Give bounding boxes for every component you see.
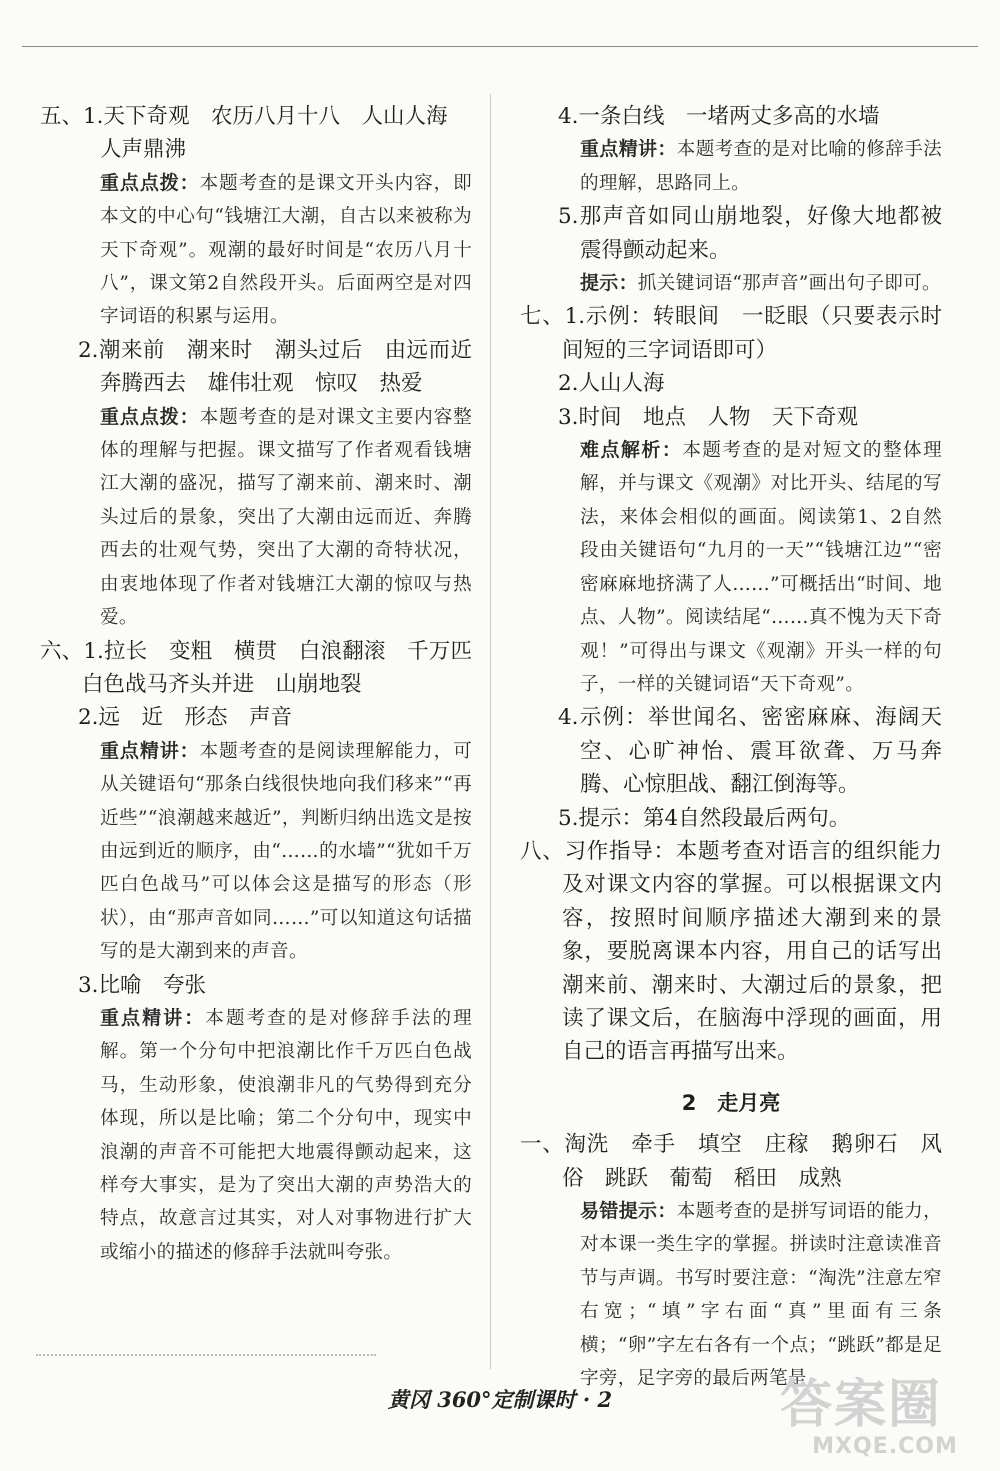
paragraph-text: 3.时间 地点 人物 天下奇观 [558, 404, 859, 430]
note-label: 重点点拨： [100, 405, 200, 428]
faded-line [36, 1354, 376, 1356]
paragraph-text: 2.远 近 形态 声音 [78, 705, 293, 731]
paragraph-text: 抓关键词语“那声音”画出句子即可。 [637, 273, 941, 295]
paragraph-text: 5.那声音如同山崩地裂，好像大地都被震得颤动起来。 [558, 204, 942, 263]
note-label: 易错提示： [580, 1200, 677, 1222]
paragraph-text: 本题考查的是课文开头内容，即本文的中心句“钱塘江大潮，自古以来被称为天下奇观”。观潮的最好时间是“农历八月十八”，课文第2自然段开头。后面两空是对四字词语的积累与运用。 [100, 172, 472, 328]
paragraph-text: 本题考查的是对比喻的修辞手法的理解，思路同上。 [580, 139, 942, 194]
paragraph-text: 4.示例：举世闻名、密密麻麻、海阔天空、心旷神怡、震耳欲聋、万马奔腾、心惊胆战、翻江倒海等。 [558, 705, 942, 798]
left-paragraph [40, 1002, 472, 1269]
left-column [40, 100, 494, 1269]
left-paragraph [40, 969, 472, 1002]
paragraph-text: 本题考查的是阅读理解能力，可从关键语句“那条白线很快地向我们移来”“再近些”“浪潮越来越近”，判断归纳出选文是按由远到近的顺序，由“……的水墙”“犹如千万匹白色战马”可以体会这是描写的形态（形状），由“那声音如同……”可以知道这句话描写的是大潮到来的声音。 [100, 740, 472, 963]
left-paragraph [40, 401, 472, 635]
paragraph-text: 六、1.拉长 变粗 横贯 白浪翻滚 千万匹白色战马齐头并进 山崩地裂 [40, 638, 472, 697]
paragraph-text: 2.潮来前 潮来时 潮头过后 由远而近 奔腾西去 雄伟壮观 惊叹 热爱 [78, 337, 494, 397]
left-paragraph [40, 167, 472, 334]
paragraph-text: 七、1.示例：转眼间 一眨眼（只要表示时间短的三字词语即可） [520, 304, 942, 363]
right-column [520, 100, 942, 1395]
right-paragraph [520, 100, 942, 133]
note-label: 重点精讲： [100, 739, 200, 762]
left-paragraph [40, 735, 472, 969]
right-paragraph [520, 401, 942, 434]
right-paragraph [520, 1195, 942, 1395]
paragraph-text: 本题考查的是对修辞手法的理解。第一个分句中把浪潮比作千万匹白色战马，生动形象，使浪潮非凡的气势得到充分体现，所以是比喻；第二个分句中，现实中浪潮的声音不可能把大地震得颤动起来，这样夸大事实，是为了突出大潮的声势浩大的特点，故意言过其实，对人对事物进行扩大或缩小的描述的修辞手法就叫夸张。 [100, 1007, 472, 1263]
left-paragraph [40, 133, 472, 166]
paragraph-text: 2.人山人海 [558, 371, 665, 397]
paragraph-text: 人声鼎沸 [100, 137, 187, 163]
page-footer: 黄冈 360°定制课时 · 2 [387, 1387, 613, 1412]
right-paragraph [520, 1087, 942, 1120]
right-paragraph [520, 200, 942, 267]
right-paragraph [520, 267, 942, 300]
right-paragraph [520, 367, 942, 400]
paragraph-text: 一、淘洗 牵手 填空 庄稼 鹅卵石 风俗 跳跃 葡萄 稻田 成熟 [520, 1132, 942, 1191]
right-paragraph [520, 835, 942, 1069]
left-paragraph [40, 100, 472, 133]
top-rule [22, 46, 978, 47]
paragraph-text: 2 走月亮 [681, 1090, 781, 1115]
note-label: 重点精讲： [580, 138, 677, 161]
note-label: 难点解析： [580, 439, 683, 462]
paragraph-text: 本题考查的是拼写词语的能力，对本课一类生字的掌握。拼读时注意读准音节与声调。书写时要注意：“淘洗”注意左窄右宽；“填”字右面“真”里面有三条横；“卵”字左右各有一个点；“跳跃”都是足字旁，足字旁的最后两笔是 [580, 1201, 942, 1390]
note-label: 八、习作指导： [520, 838, 676, 864]
column-divider [490, 94, 491, 1369]
right-paragraph [520, 300, 942, 367]
paragraph-text: 本题考查对语言的组织能力及对课文内容的掌握。可以根据课文内容，按照时间顺序描述大潮到来的景象，要脱离课本内容，用自己的话写出潮来前、潮来时、大潮过后的景象，把读了课文后，在脑海中浮现的画面，用自己的语言再描写出来。 [562, 838, 942, 1065]
note-label: 重点精讲： [100, 1006, 206, 1029]
paragraph-text: 本题考查的是对短文的整体理解，并与课文《观潮》对比开头、结尾的写法，来体会相似的画面。阅读第1、2自然段由关键语句“九月的一天”“钱塘江边”“密密麻麻地挤满了人……”可概括出“时间、地点、人物”。阅读结尾“……真不愧为天下奇观！”可得出与课文《观潮》开头一样的句子，一样的关键词语“天下奇观”。 [580, 440, 942, 695]
paragraph-text: 5.提示：第4自然段最后两句。 [558, 805, 851, 831]
watermark-logo: 答案圈 [780, 1375, 943, 1435]
left-paragraph [40, 635, 472, 702]
watermark [780, 1376, 990, 1466]
paragraph-text: 五、1.天下奇观 农历八月十八 人山人海 [40, 104, 448, 129]
paragraph-text: 3.比喻 夸张 [78, 972, 207, 998]
note-label: 提示： [580, 272, 638, 295]
left-paragraph [40, 701, 472, 734]
note-label: 重点点拨： [100, 171, 200, 194]
left-paragraph [40, 334, 494, 401]
paragraph-text: 本题考查的是对课文主要内容整体的理解与把握。课文描写了作者观看钱塘江大潮的盛况，描写了潮来前、潮来时、潮头过后的景象，突出了大潮由远而近、奔腾西去的壮观气势，突出了大潮的奇特状况，由衷地体现了作者对钱塘江大潮的惊叹与热爱。 [100, 406, 472, 629]
right-paragraph [520, 434, 942, 701]
right-paragraph [520, 1128, 942, 1195]
watermark-url: MXQE.COM [812, 1434, 958, 1459]
right-paragraph [520, 701, 942, 801]
right-paragraph [520, 802, 942, 835]
paragraph-text: 4.一条白线 一堵两丈多高的水墙 [558, 104, 880, 129]
right-paragraph [520, 133, 942, 200]
